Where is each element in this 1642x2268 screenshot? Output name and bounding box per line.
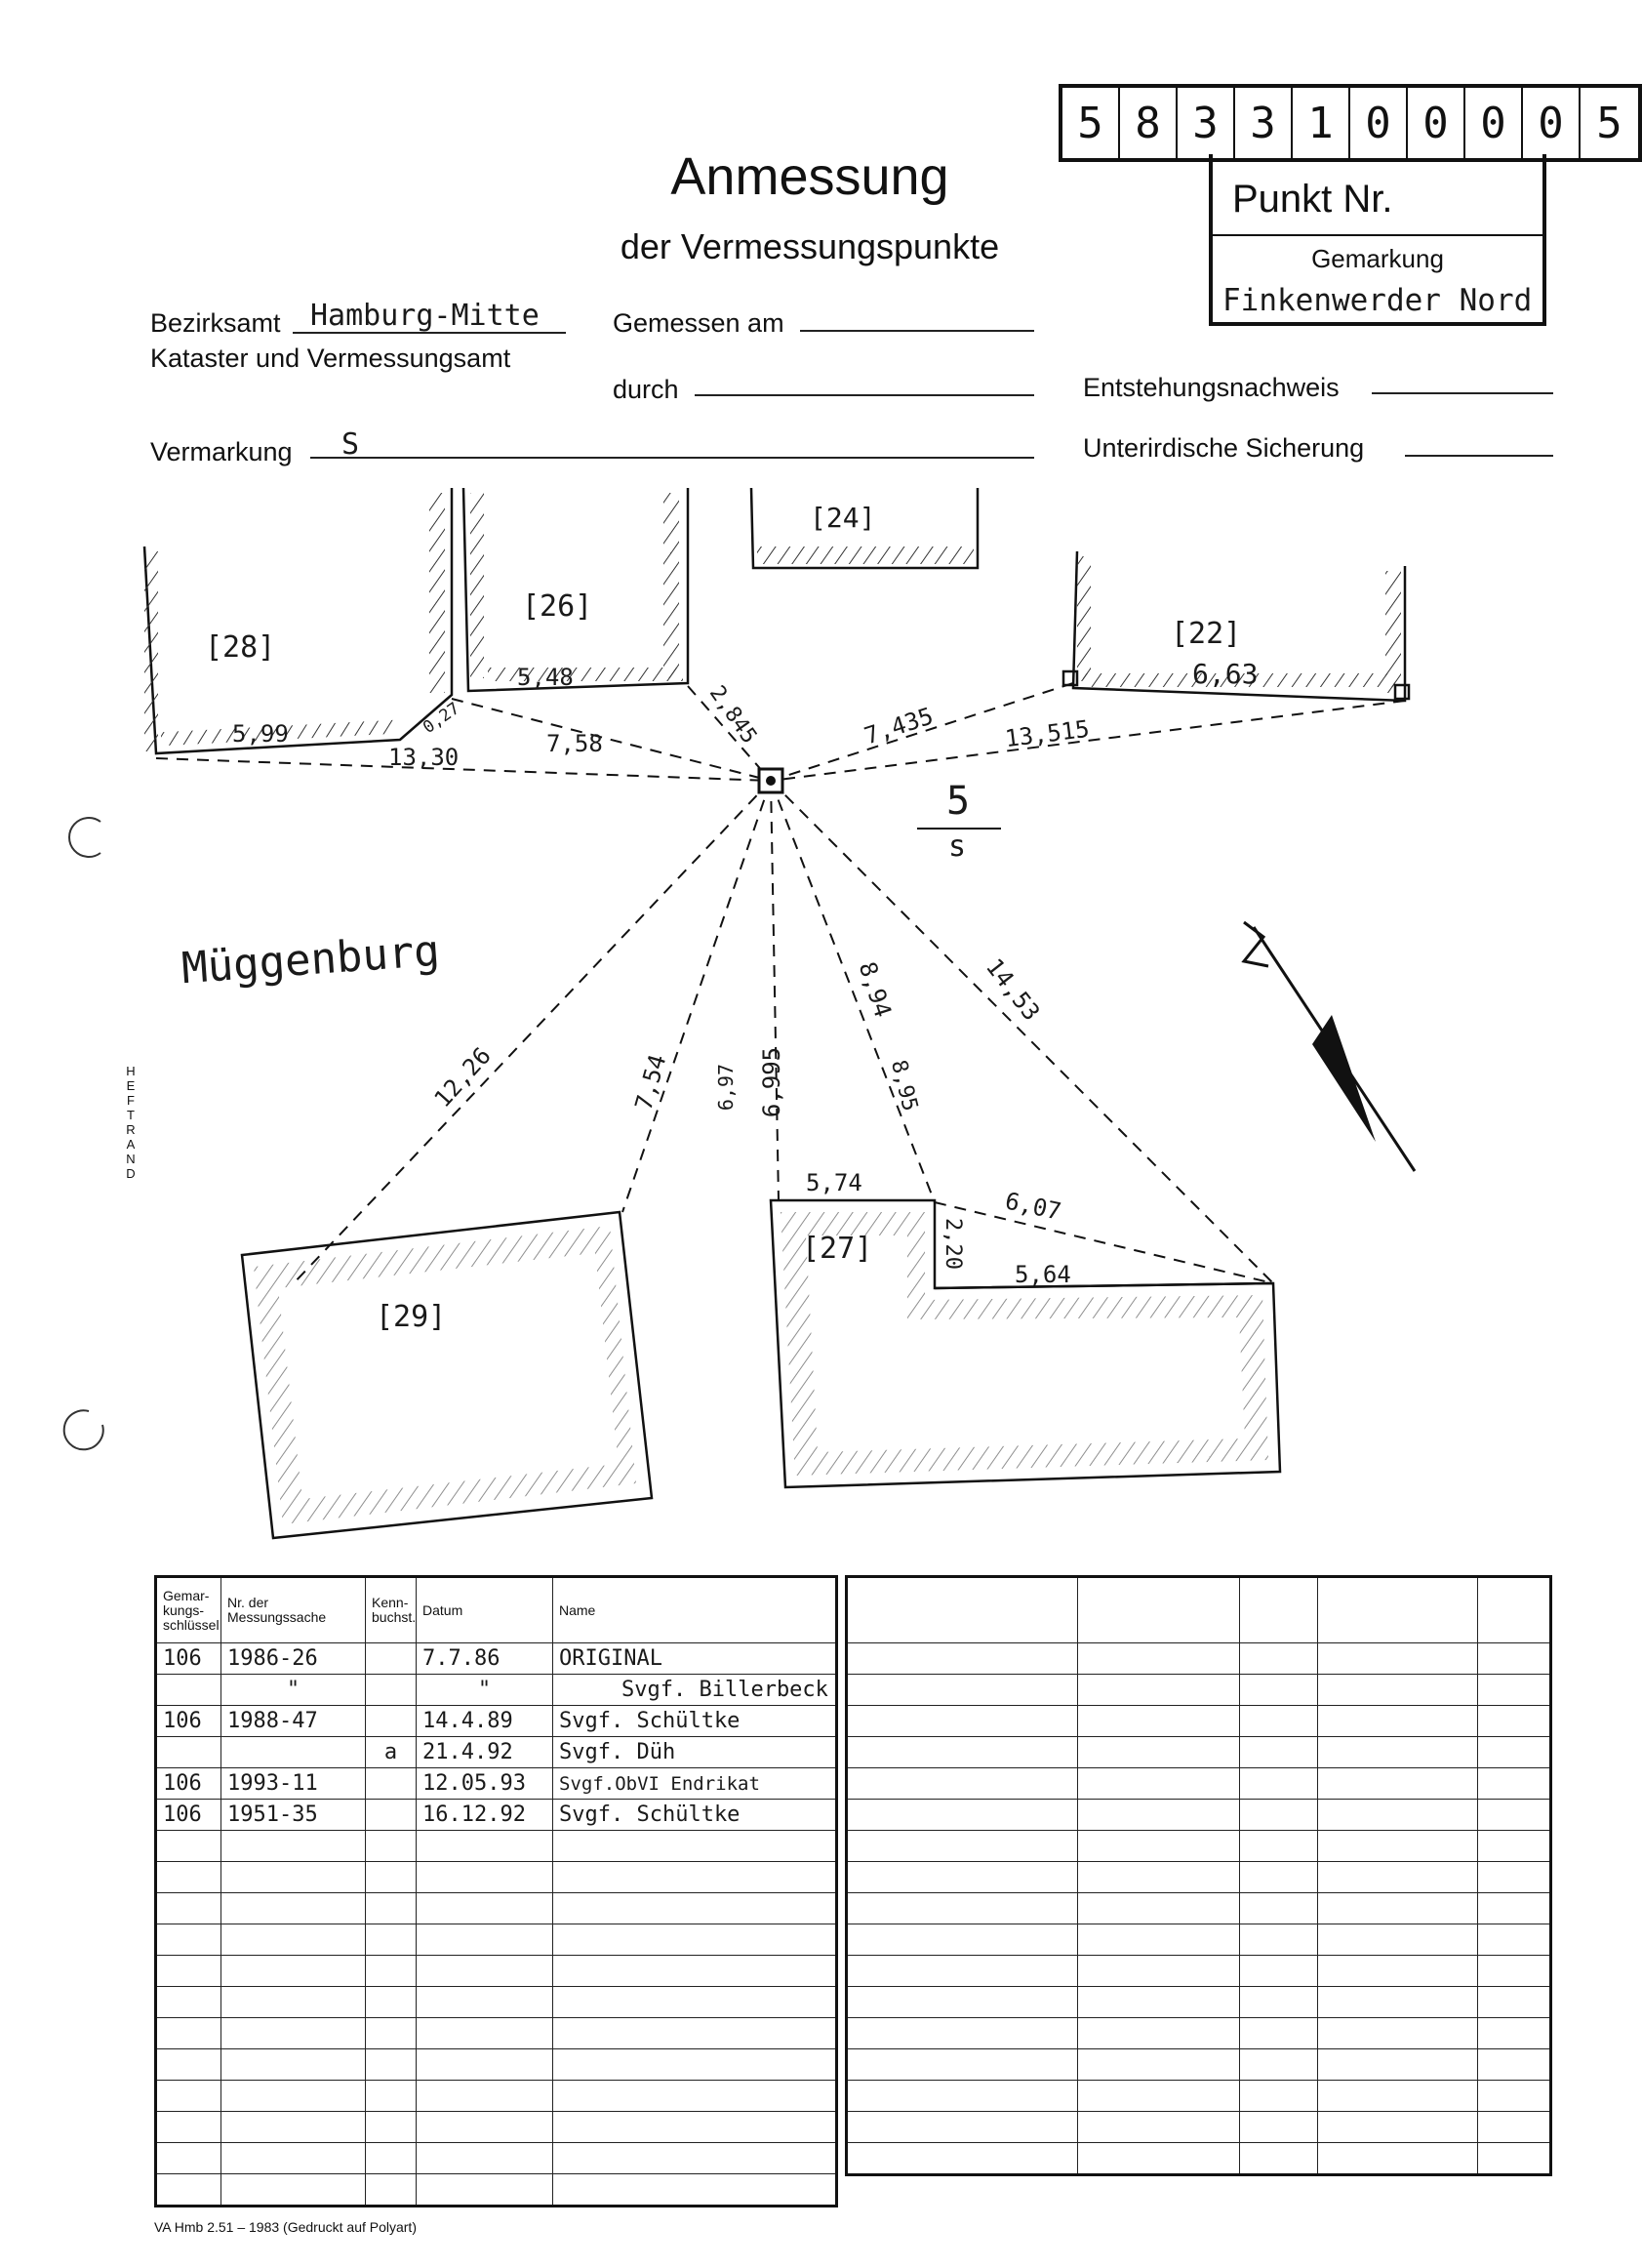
history-table xyxy=(154,1575,838,2207)
cell: 21.4.92 xyxy=(417,1737,553,1768)
punkt-digit: 5 xyxy=(1596,98,1622,148)
measurement: 6,07 xyxy=(1002,1187,1064,1226)
cell: 106 xyxy=(156,1800,221,1831)
cell xyxy=(366,1768,417,1800)
punkt-digit: 0 xyxy=(1523,88,1581,158)
punkt-digit: 1 xyxy=(1293,88,1350,158)
cell xyxy=(366,1800,417,1831)
measurement: 13,515 xyxy=(1003,714,1092,753)
measurement: 8,95 xyxy=(885,1057,923,1114)
col-header: Name xyxy=(553,1577,837,1643)
durch-field[interactable] xyxy=(695,394,1034,396)
table-row xyxy=(156,1800,837,1831)
measurement: 12,26 xyxy=(428,1041,497,1114)
building-label-22: [22] xyxy=(1171,617,1242,651)
cell: 1988-47 xyxy=(221,1706,366,1737)
heftrand-label: HEFTRAND xyxy=(126,1064,136,1181)
measurement: 7,54 xyxy=(629,1051,672,1114)
punkt-label: Punkt Nr. xyxy=(1232,178,1393,221)
measurement: 13,30 xyxy=(388,744,460,771)
punkt-number-boxes xyxy=(1059,84,1642,162)
punkt-digit: 0 xyxy=(1350,88,1408,158)
building-28 xyxy=(144,488,452,753)
measurement: 2,20 xyxy=(940,1218,965,1270)
unterirdisch-field[interactable] xyxy=(1405,455,1553,457)
cell: Svgf. Schültke xyxy=(553,1800,837,1831)
measurement: 5,64 xyxy=(1015,1261,1071,1288)
cell: Svgf. Billerbeck xyxy=(553,1675,837,1706)
bezirksamt-value[interactable]: Hamburg-Mitte xyxy=(310,299,540,333)
cell xyxy=(366,1675,417,1706)
page-title: Anmessung xyxy=(670,147,949,206)
building-label-28: [28] xyxy=(205,630,276,665)
blank-table xyxy=(845,1575,1552,2176)
vermarkung-field[interactable] xyxy=(310,457,1034,459)
cell: 16.12.92 xyxy=(417,1800,553,1831)
col-header: Datum xyxy=(417,1577,553,1643)
cell xyxy=(156,1675,221,1706)
measurement: 7,435 xyxy=(861,702,937,750)
building-29 xyxy=(242,1212,652,1538)
cell: 106 xyxy=(156,1768,221,1800)
measurement: 8,94 xyxy=(853,958,898,1021)
cell: Svgf. Schültke xyxy=(553,1706,837,1737)
footer-text: VA Hmb 2.51 – 1983 (Gedruckt auf Polyart) xyxy=(154,2219,417,2235)
building-label-29: [29] xyxy=(376,1300,447,1334)
vermarkung-label: Vermarkung xyxy=(150,437,293,466)
cell: 1986-26 xyxy=(221,1643,366,1675)
measurement: 6,63 xyxy=(1192,658,1259,690)
building-label-24: [24] xyxy=(810,502,876,534)
table-row xyxy=(156,1737,837,1768)
cell xyxy=(366,1643,417,1675)
cell xyxy=(366,1706,417,1737)
north-arrow-icon xyxy=(1244,922,1415,1171)
cell: Svgf. Düh xyxy=(553,1737,837,1768)
col-header: Gemar-kungs-schlüssel xyxy=(156,1577,221,1643)
unterirdisch-label: Unterirdische Sicherung xyxy=(1083,433,1365,463)
cell: 12.05.93 xyxy=(417,1768,553,1800)
table-row xyxy=(156,1643,837,1675)
page-subtitle: der Vermessungspunkte xyxy=(620,226,1000,266)
durch-label: durch xyxy=(613,375,679,404)
gemessen-label: Gemessen am xyxy=(613,308,784,338)
kataster-label: Kataster und Vermessungsamt xyxy=(150,344,511,373)
punkt-digit: 8 xyxy=(1120,88,1178,158)
measurement: 0,27 xyxy=(419,699,463,738)
cell xyxy=(221,1737,366,1768)
table-row xyxy=(156,1675,837,1706)
cell: 14.4.89 xyxy=(417,1706,553,1737)
gemarkung-label: Gemarkung xyxy=(1311,244,1444,273)
measurement: 2,845 xyxy=(703,681,762,749)
measurement: 6,995 xyxy=(758,1046,786,1118)
measurement: 5,48 xyxy=(517,664,574,691)
cell: 106 xyxy=(156,1706,221,1737)
table-row xyxy=(156,1768,837,1800)
cell: a xyxy=(366,1737,417,1768)
punkt-box xyxy=(1209,154,1546,326)
vermarkung-value[interactable]: S xyxy=(341,427,360,462)
gemessen-field[interactable] xyxy=(800,330,1034,332)
survey-point[interactable] xyxy=(759,769,782,792)
measurement: 5,99 xyxy=(232,720,289,748)
cell: 7.7.86 xyxy=(417,1643,553,1675)
punkt-digit: 5 xyxy=(1062,88,1120,158)
table-row xyxy=(156,1706,837,1737)
gemarkung-value[interactable]: Finkenwerder Nord xyxy=(1222,283,1533,318)
point-label: 5 xyxy=(946,779,971,824)
punkt-digit: 0 xyxy=(1465,88,1523,158)
punkt-digit: 3 xyxy=(1178,88,1235,158)
punkt-digit: 3 xyxy=(1235,88,1293,158)
cell: ORIGINAL xyxy=(553,1643,837,1675)
measurement: 6,97 xyxy=(714,1063,739,1112)
col-header: Kenn-buchst. xyxy=(366,1577,417,1643)
entstehung-label: Entstehungsnachweis xyxy=(1083,373,1340,402)
area-name: Müggenburg xyxy=(180,925,442,994)
point-sub-label: s xyxy=(948,830,967,864)
cell: Svgf.ObVI Endrikat xyxy=(553,1768,837,1800)
punkt-digit: 0 xyxy=(1408,88,1465,158)
cell: " xyxy=(417,1675,553,1706)
col-header: Nr. der Messungssache xyxy=(221,1577,366,1643)
building-label-26: [26] xyxy=(522,589,593,624)
bezirksamt-label: Bezirksamt xyxy=(150,308,281,338)
measurement: 7,58 xyxy=(546,730,603,757)
cell: 106 xyxy=(156,1643,221,1675)
entstehung-field[interactable] xyxy=(1372,392,1553,394)
cell: 1993-11 xyxy=(221,1768,366,1800)
cell: 1951-35 xyxy=(221,1800,366,1831)
cell: " xyxy=(221,1675,366,1706)
measurement: 14,53 xyxy=(980,952,1046,1027)
measurement: 5,74 xyxy=(806,1169,862,1196)
cell xyxy=(156,1737,221,1768)
building-label-27: [27] xyxy=(802,1232,873,1266)
